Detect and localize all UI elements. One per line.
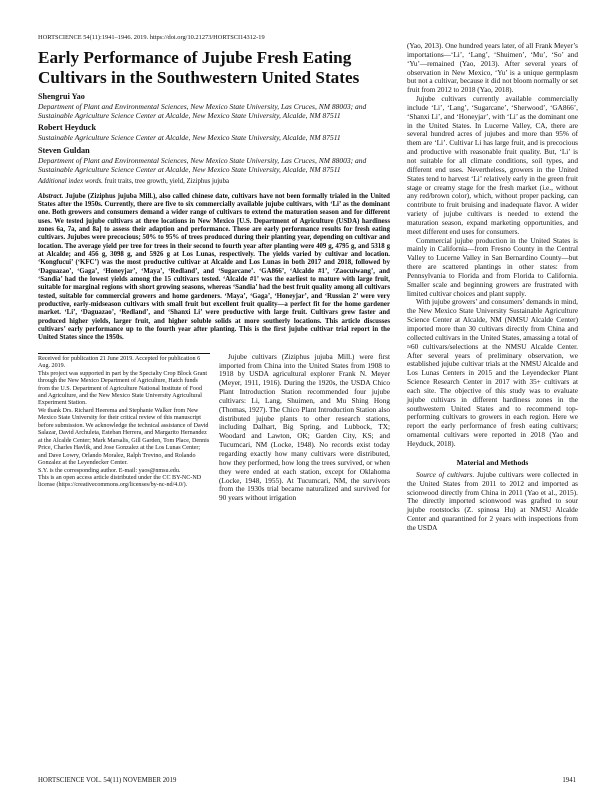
body-paragraph: (Yao, 2013). One hundred years later, of all Frank Meyer’s importations—‘Li’, ‘Lang’, ‘Shuimen’, ‘Mu’, ‘So’ and ‘Yu’—remained (Yao, 2013). After several years of observation in New Mexico, ‘Yu’ is a unique germplasm but not a cultivar, because it did not bloom normally or set fruit from 2012 to 2018 (Yao, 2018). bbox=[407, 42, 578, 95]
abstract bbox=[38, 193, 390, 343]
keywords bbox=[38, 178, 390, 187]
subsection-label: Source of cultivars. bbox=[416, 470, 475, 479]
author-name: Shengrui Yao bbox=[38, 92, 85, 101]
body-paragraph: Jujube cultivars currently available commercially include ‘Li’, ‘Lang’, ‘Sugarcane’, ‘Sherwood’, ‘GA866’, ‘Shanxi Li’, and ‘Honeyjar’, with ‘Li’ as the dominant one in the United States. In Lucerne Valley, CA, there are several hundred acres of jujubes and more than 95% of them are ‘Li’. Cultivar Li has large fruit, and is precocious and productive with reasonable fruit quality. But, ‘Li’ is not suitable for all climate conditions, soil types, and different end uses. Nevertheless, growers in the United States tend to harvest ‘Li’ relatively early in the green fruit stage or creamy stage for the fresh market (i.e., without any red/brown color), which, without proper packing, can contribute to fruit bruising and inadequate flavor. A wider variety of jujube cultivars is needed to extend the maturation season, expand marketing opportunities, and meet different end uses for consumers. bbox=[407, 95, 578, 236]
keywords-text: fruit traits, tree growth, yield, Ziziphus jujuba bbox=[104, 178, 229, 186]
body-paragraph: Commercial jujube production in the United States is mainly in California—from Fresno County in the Central Valley to Lucerne Valley in San Bernardino County—but there are scattered plantings in other states: from Pennsylvania to Florida and from Florida to California. Smaller scale and beginning growers are frustrated with limited cultivar choices and plant supply. bbox=[407, 236, 578, 298]
footnote-corresponding-author: S.Y. is the corresponding author. E-mail: yaos@nmsu.edu. bbox=[38, 467, 181, 474]
abstract-text: Jujube (Ziziphus jujuba Mill.), also called chinese date, cultivars have not been formally trialed in the United States after the 1950s. Currently, there are five to six commercially available jujube cultivars, with ‘Li’ as the dominant one. Both growers and consumers demand a wider range of cultivars to extend the maturation season and for different uses. We tested jujube cultivars at three locations in New Mexico [U.S. Department of Agriculture (USDA) hardiness zones 6a, 7a, and 8a] to assess their adaption and performance. These are early performance results for fresh eating cultivars. Jujubes were precocious; 50% to 95% of trees produced during their planting year, depending on cultivar and location. The average yield per tree for trees in their second to fourth year after planting were 409 g, 4795 g, and 5318 g at Alcalde; and 456 g, 3098 g, and 5926 g at Los Lunas, respectively. The yields varied by cultivar and location. ‘Kongfucui’ (‘KFC’) was the most productive cultivar at Alcalde and Los Lunas in both 2017 and 2018, followed by ‘Daguazao’, ‘Gaga’, ‘Honeyjar’, ‘Maya’, ‘Redland’, and ‘Sugarcane’. ‘GA866’, ‘Alcalde #1’, ‘Zaocuiwang’, and ‘Sandia’ had the lowest yields among the 15 cultivars tested. ‘Alcalde #1’ was the earliest to mature with large fruit, suitable for marginal regions with short growing seasons, whereas ‘Sandia’ had the best fruit quality among all cultivars tested, suitable for commercial growers and home gardeners. ‘Maya’, ‘Gaga’, ‘Honeyjar’, and ‘Russian 2’ were very productive, early-midseason cultivars with small fruit but excellent fruit quality—a perfect fit for the home gardener market. ‘Li’, ‘Daguazao’, ‘Redland’, and ‘Shanxi Li’ were productive with large fruit. Cultivars grew faster and produced higher yields, larger fruit, and higher soluble solids at more southerly locations. This article discusses cultivars’ early performance up to the fourth year after planting. This is the first jujube cultivar trial report in the United States since the 1950s. bbox=[38, 192, 390, 342]
author-affiliation: Department of Plant and Environmental Sciences, New Mexico State University, Las Cruces, NM 88003; and Sustainable Agriculture Science Center at Alcalde, New Mexico State University, Alcalde, NM 87511 bbox=[38, 102, 367, 121]
body-paragraph: Jujube cultivars (Ziziphus jujuba Mill.) were first imported from China into the United States from 1908 to 1918 by USDA agricultural explorer Frank N. Meyer (Meyer, 1911, 1916). During the 1920s, the USDA Chico Plant Introduction Station recommended four jujube cultivars: Li, Lang, Shuimen, and Mu Shing Hong (Thomas, 1927). The Chico Plant Introduction Station also distributed jujube plants to other research stations, including Dalhart, Big Spring, and Lubbock, TX; Woodard and Lawton, OK; Garden City, KS; and Tucumcari, NM (Locke, 1948). No records exist today regarding exactly how many cultivars were distributed, how they performed, how long the trees survived, or when they were ended at each station, except for Oklahoma (Locke, 1948, 1955). At Tucumcari, NM, the survivors from the 1930s trial became naturalized and survived for 90 years without irrigation bbox=[219, 352, 390, 503]
author-affiliation: Department of Plant and Environmental Sciences, New Mexico State University, Las Cruces, NM 88003; and Sustainable Agriculture Science Center at Alcalde, New Mexico State University, Alcalde, NM 87511 bbox=[38, 155, 367, 174]
page-columns bbox=[38, 42, 578, 533]
author-affiliation: Sustainable Agriculture Science Center at Alcalde, New Mexico State University, Alcalde, NM 87511 bbox=[38, 133, 341, 143]
lower-columns bbox=[38, 353, 390, 503]
footnotes bbox=[38, 353, 210, 503]
author-block-1 bbox=[38, 92, 390, 120]
author-block-2 bbox=[38, 123, 390, 142]
section-heading: Material and Methods bbox=[456, 457, 529, 467]
keywords-label: Additional index words. bbox=[38, 178, 103, 186]
right-text-column bbox=[407, 42, 578, 533]
article-title: Early Performance of Jujube Fresh Eating Cultivars in the Southwestern United States bbox=[38, 48, 360, 87]
methods-paragraph bbox=[407, 471, 578, 533]
journal-citation-line: HORTSCIENCE 54(11):1941–1946. 2019. https://doi.org/10.21273/HORTSCI14312-19 bbox=[38, 34, 265, 41]
footer-journal-issue: HORTSCIENCE VOL. 54(11) NOVEMBER 2019 bbox=[38, 777, 177, 784]
page-number: 1941 bbox=[562, 777, 576, 784]
footnote-license: This is an open access article distributed under the CC BY-NC-ND license (https://creativecommons.org/licenses/by-nc-nd/4.0/). bbox=[38, 474, 202, 489]
page-footer bbox=[38, 777, 576, 785]
footnote-acknowledgments: We thank Drs. Richard Heerema and Stephanie Walker from New Mexico State University for their critical review of this manuscript before submission. We acknowledge the technical assistance of David Salazar, David Archuleta, Esteban Herrera, and Margarito Hernandez at the Alcalde Center; Mark Marsalis, Gill Garden, Tom Place, Dennis Price, Charles Havlik, and Jose Gonzalez at the Los Lunas Center; and Dave Lowry, Orlando Moralez, Ralph Trevino, and Rolando Gonzalez at the Leyendecker Center. bbox=[38, 407, 210, 467]
footnote-received: Received for publication 21 June 2019. Accepted for publication 6 Aug. 2019. bbox=[38, 355, 201, 370]
author-name: Steven Guldan bbox=[38, 145, 90, 155]
middle-text-column bbox=[219, 353, 390, 503]
body-paragraph: With jujube growers’ and consumers’ demands in mind, the New Mexico State University Sustainable Agriculture Science Center at Alcalde, NM (NMSU Alcalde Center) imported more than 30 cultivars directly from China and collected cultivars in the United States, amassing a total of ≈60 cultivars/selections at the NMSU Alcalde Center. After several years of preliminary observation, we established jujube cultivar trials at the NMSU Alcalde and Los Lunas Centers in 2015 and the Leyendecker Plant Science Research Center in 2017 with 35+ cultivars at each site. The objective of this study was to evaluate jujube cultivars in different hardiness zones in the southwestern United States and to recommend top-performing cultivars to growers in each region. Here we report the early performance of fresh eating cultivars; ornamental cultivars were reported in 2018 (Yao and Heyduck, 2018). bbox=[407, 298, 578, 448]
footnote-funding: This project was supported in part by the Specialty Crop Block Grant through the New Mexico Department of Agriculture, Hatch funds from the U.S. Department of Agriculture National Institute of Food and Agriculture, and the New Mexico State University Agricultural Experiment Station. bbox=[38, 370, 208, 407]
author-name: Robert Heyduck bbox=[38, 123, 96, 133]
abstract-label: Abstract. bbox=[38, 192, 64, 200]
author-block-3 bbox=[38, 146, 390, 174]
footnote-rule bbox=[38, 353, 210, 354]
methods-text: Jujube cultivars were collected in the United States from 2011 to 2012 and imported as scionwood directly from China in 2011 (Yao et al., 2015). The directly imported scionwood was grafted to sour jujube rootstocks (Z. spinosa Hu) at NMSU Alcalde Center and quarantined for 2 years with inspections from the USDA bbox=[407, 470, 578, 532]
left-area bbox=[38, 42, 390, 503]
